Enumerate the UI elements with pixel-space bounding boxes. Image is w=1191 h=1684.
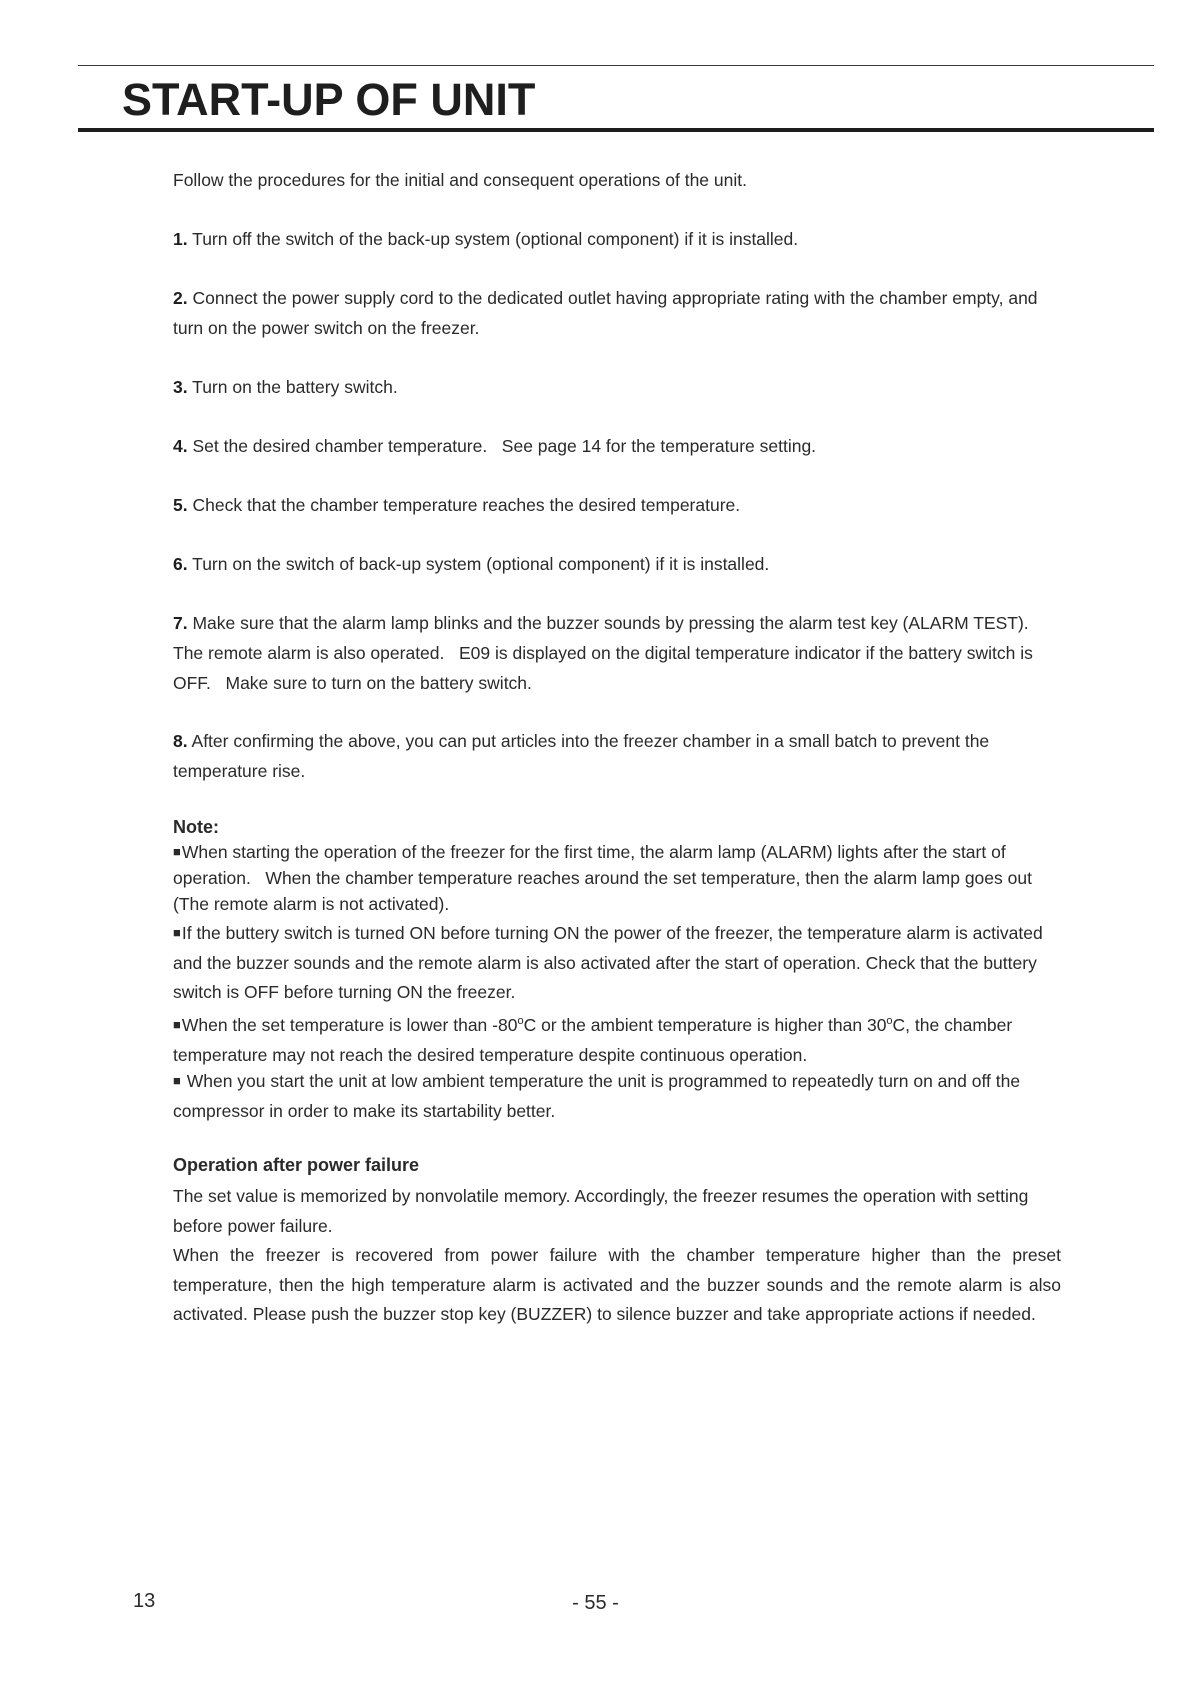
note-text: When starting the operation of the freezer for the first time, the alarm lamp (ALARM) lights after the start of operation. When the chamber temperature reaches around the set temperature, then the alarm lamp goes out (The remote alarm is not activated). — [173, 842, 1037, 914]
power-failure-para-2: When the freezer is recovered from power failure with the chamber temperature higher than the preset temperature, then the high temperature alarm is activated and the buzzer sounds and the remote alarm is also activated. Please push the buzzer stop key (BUZZER) to silence buzzer and take appropriate actions if needed. — [173, 1245, 1061, 1324]
step-text: Turn off the switch of the back-up system (optional component) if it is installed. — [192, 229, 799, 249]
step-5 — [173, 490, 1061, 520]
title-rule — [78, 128, 1154, 132]
step-1 — [173, 224, 1061, 254]
step-2 — [173, 283, 1061, 343]
step-4 — [173, 431, 1061, 461]
step-text: Check that the chamber temperature reaches the desired temperature. — [192, 495, 741, 515]
step-7 — [173, 608, 1061, 698]
step-3 — [173, 372, 1061, 402]
degree-sign: o — [886, 1015, 893, 1027]
page-title: START-UP OF UNIT — [122, 74, 536, 125]
degree-sign: o — [517, 1015, 524, 1027]
step-text: Turn on the switch of back-up system (optional component) if it is installed. — [192, 554, 770, 574]
note-heading: Note: — [173, 817, 219, 837]
step-8 — [173, 726, 1061, 786]
step-text: Make sure that the alarm lamp blinks and the buzzer sounds by pressing the alarm test key (ALARM TEST). The remote alarm is also operated. E09 is displayed on the digital temperature indicator if the battery switch is OFF. Make sure to turn on the battery switch. — [173, 613, 1043, 693]
note-item — [173, 839, 1061, 917]
step-number: 2. — [173, 288, 188, 308]
note-text: When you start the unit at low ambient temperature the unit is programmed to repeatedly turn on and off the compressor in order to make its startability better. — [173, 1071, 1025, 1121]
power-failure-para-1: The set value is memorized by nonvolatile memory. Accordingly, the freezer resumes the operation with setting before power failure. — [173, 1186, 1029, 1236]
power-failure-heading: Operation after power failure — [173, 1155, 420, 1175]
note-text: If the buttery switch is turned ON before turning ON the power of the freezer, the temperature alarm is activated and the buzzer sounds and the remote alarm is also activated after the start of operation. Check that the buttery switch is OFF before turning ON the freezer. — [173, 923, 1043, 1002]
step-6 — [173, 549, 1061, 579]
step-text: Turn on the battery switch. — [192, 377, 398, 397]
note-item — [173, 918, 1061, 1008]
bullet-icon: ■ — [173, 1017, 181, 1032]
step-number: 6. — [173, 554, 188, 574]
step-number: 1. — [173, 229, 188, 249]
step-number: 4. — [173, 436, 188, 456]
page-number: - 55 - — [572, 1592, 619, 1614]
step-number: 7. — [173, 613, 188, 633]
step-text: Connect the power supply cord to the dedicated outlet having appropriate rating with the chamber empty, and turn on the power switch on the freezer. — [173, 288, 1038, 338]
footer-section-number: 13 — [133, 1590, 156, 1612]
step-number: 3. — [173, 377, 188, 397]
note-item — [173, 1066, 1061, 1126]
bullet-icon: ■ — [173, 925, 181, 940]
step-text: Set the desired chamber temperature. See page 14 for the temperature setting. — [192, 436, 817, 456]
intro-text: Follow the procedures for the initial and consequent operations of the unit. — [173, 170, 747, 190]
top-rule — [78, 65, 1154, 66]
note-item-temperature: ■When the set temperature is lower than -80$^o$C or the ambient temperature is higher than 30$^o$C, the chamber temperature may not reach the desired temperature despite continuous operation. — [173, 1015, 1013, 1065]
bullet-icon: ■ — [173, 844, 181, 859]
bullet-icon: ■ — [173, 1073, 181, 1088]
step-text: After confirming the above, you can put articles into the freezer chamber in a small batch to prevent the temperature rise. — [173, 731, 990, 781]
step-number: 8. — [173, 731, 188, 751]
step-number: 5. — [173, 495, 188, 515]
